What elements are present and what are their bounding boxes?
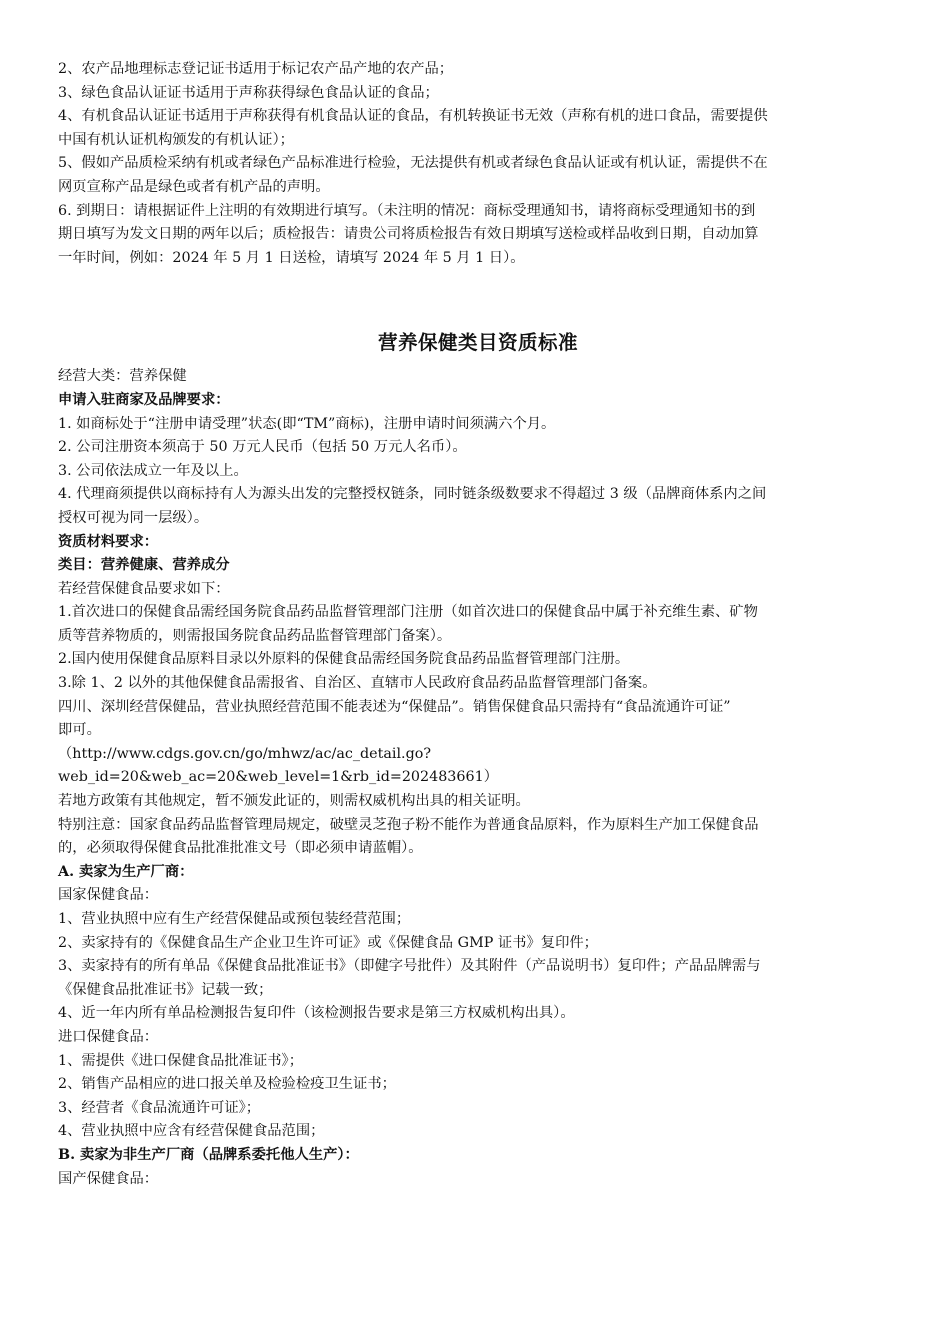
- text-line: 《保健食品批准证书》记载一致；: [58, 981, 273, 998]
- section-heading: B. 卖家为非生产厂商（品牌系委托他人生产）：: [58, 1146, 359, 1163]
- section-heading: 类目：营养健康、营养成分: [58, 557, 230, 574]
- section-body: [58, 365, 898, 1191]
- text-line: 3. 公司依法成立一年及以上。: [58, 462, 248, 479]
- text-line: 国产保健食品：: [58, 1170, 159, 1187]
- section-heading: 申请入驻商家及品牌要求：: [58, 391, 230, 408]
- text-line: 若经营保健食品要求如下：: [58, 580, 230, 597]
- text-line: 进口保健食品：: [58, 1028, 159, 1045]
- text-line: 网页宣称产品是绿色或者有机产品的声明。: [58, 178, 330, 195]
- text-line: 的，必须取得保健食品批准批准文号（即必须申请蓝帽）。: [58, 840, 423, 857]
- text-line: 2、卖家持有的《保健食品生产企业卫生许可证》或《保健食品 GMP 证书》复印件；: [58, 934, 598, 951]
- text-line: 4、营业执照中应含有经营保健食品范围；: [58, 1123, 325, 1140]
- text-line: 2.国内使用保健食品原料目录以外原料的保健食品需经国务院食品药品监督管理部门注册。: [58, 651, 630, 668]
- text-line: 3.除 1、2 以外的其他保健食品需报省、自治区、直辖市人民政府食品药品监督管理部门备案。: [58, 675, 657, 692]
- top-paragraphs: [58, 58, 898, 270]
- text-line: 特别注意：国家食品药品监督管理局规定，破壁灵芝孢子粉不能作为普通食品原料，作为原料生产加工保健食品: [58, 816, 759, 833]
- text-line: web_id=20&web_ac=20&web_level=1&rb_id=202483661）: [58, 769, 498, 786]
- text-line: 2. 公司注册资本须高于 50 万元人民币（包括 50 万元人名币）。: [58, 439, 467, 456]
- text-line: 4. 代理商须提供以商标持有人为源头出发的完整授权链条，同时链条级数要求不得超过 3 级（品牌商体系内之间: [58, 486, 767, 503]
- section-heading: A. 卖家为生产厂商：: [58, 863, 194, 880]
- text-line: 中国有机认证机构颁发的有机认证）；: [58, 131, 294, 148]
- text-line: 1、营业执照中应有生产经营保健品或预包装经营范围；: [58, 911, 411, 927]
- text-line: 1、需提供《进口保健食品批准证书》；: [58, 1052, 303, 1069]
- text-line: 期日填写为发文日期的两年以后；质检报告：请贵公司将质检报告有效日期填写送检或样品收到日期，自动加算: [58, 226, 759, 243]
- text-line: 3、经营者《食品流通许可证》；: [58, 1099, 261, 1116]
- text-line: 一年时间，例如：2024 年 5 月 1 日送检，请填写 2024 年 5 月 1 日）。: [58, 249, 525, 266]
- text-line: 5、假如产品质检采纳有机或者绿色产品标准进行检验，无法提供有机或者绿色食品认证或有机认证，需提供不在: [58, 155, 768, 172]
- text-line: 1. 如商标处于“注册申请受理”状态(即“TM”商标)，注册申请时间须满六个月。: [58, 415, 556, 432]
- text-line: 经营大类：营养保健: [58, 368, 187, 385]
- text-line: 3、绿色食品认证证书适用于声称获得绿色食品认证的食品；: [58, 84, 439, 101]
- text-line: （http://www.cdgs.gov.cn/go/mhwz/ac/ac_detail.go?: [58, 745, 432, 762]
- section-heading: 资质材料要求：: [58, 533, 159, 550]
- text-line: 四川、深圳经营保健品，营业执照经营范围不能表述为“保健品”。销售保健食品只需持有“食品流通许可证”: [58, 698, 731, 715]
- text-line: 4、有机食品认证证书适用于声称获得有机食品认证的食品，有机转换证书无效（声称有机的进口食品，需要提供: [58, 108, 768, 125]
- text-line: 1.首次进口的保健食品需经国务院食品药品监督管理部门注册（如首次进口的保健食品中属于补充维生素、矿物: [58, 604, 758, 621]
- text-line: 2、销售产品相应的进口报关单及检验检疫卫生证书；: [58, 1076, 396, 1093]
- text-line: 若地方政策有其他规定，暂不颁发此证的，则需权威机构出具的相关证明。: [58, 793, 530, 810]
- text-line: 2、农产品地理标志登记证书适用于标记农产品产地的农产品；: [58, 61, 454, 77]
- text-line: 即可。: [58, 722, 101, 739]
- text-line: 6. 到期日：请根据证件上注明的有效期进行填写。（未注明的情况：商标受理通知书，请将商标受理通知书的到: [58, 202, 756, 219]
- text-line: 授权可视为同一层级）。: [58, 509, 209, 526]
- document-page: [58, 58, 898, 1191]
- section-gap: [58, 270, 898, 329]
- text-line: 质等营养物质的，则需报国务院食品药品监督管理部门备案）。: [58, 627, 452, 644]
- section-title: 营养保健类目资质标准: [377, 331, 578, 355]
- text-line: 3、卖家持有的所有单品《保健食品批准证书》（即健字号批件）及其附件（产品说明书）复印件；产品品牌需与: [58, 958, 761, 975]
- text-line: 4、近一年内所有单品检测报告复印件（该检测报告要求是第三方权威机构出具）。: [58, 1005, 575, 1022]
- text-line: 国家保健食品：: [58, 887, 159, 904]
